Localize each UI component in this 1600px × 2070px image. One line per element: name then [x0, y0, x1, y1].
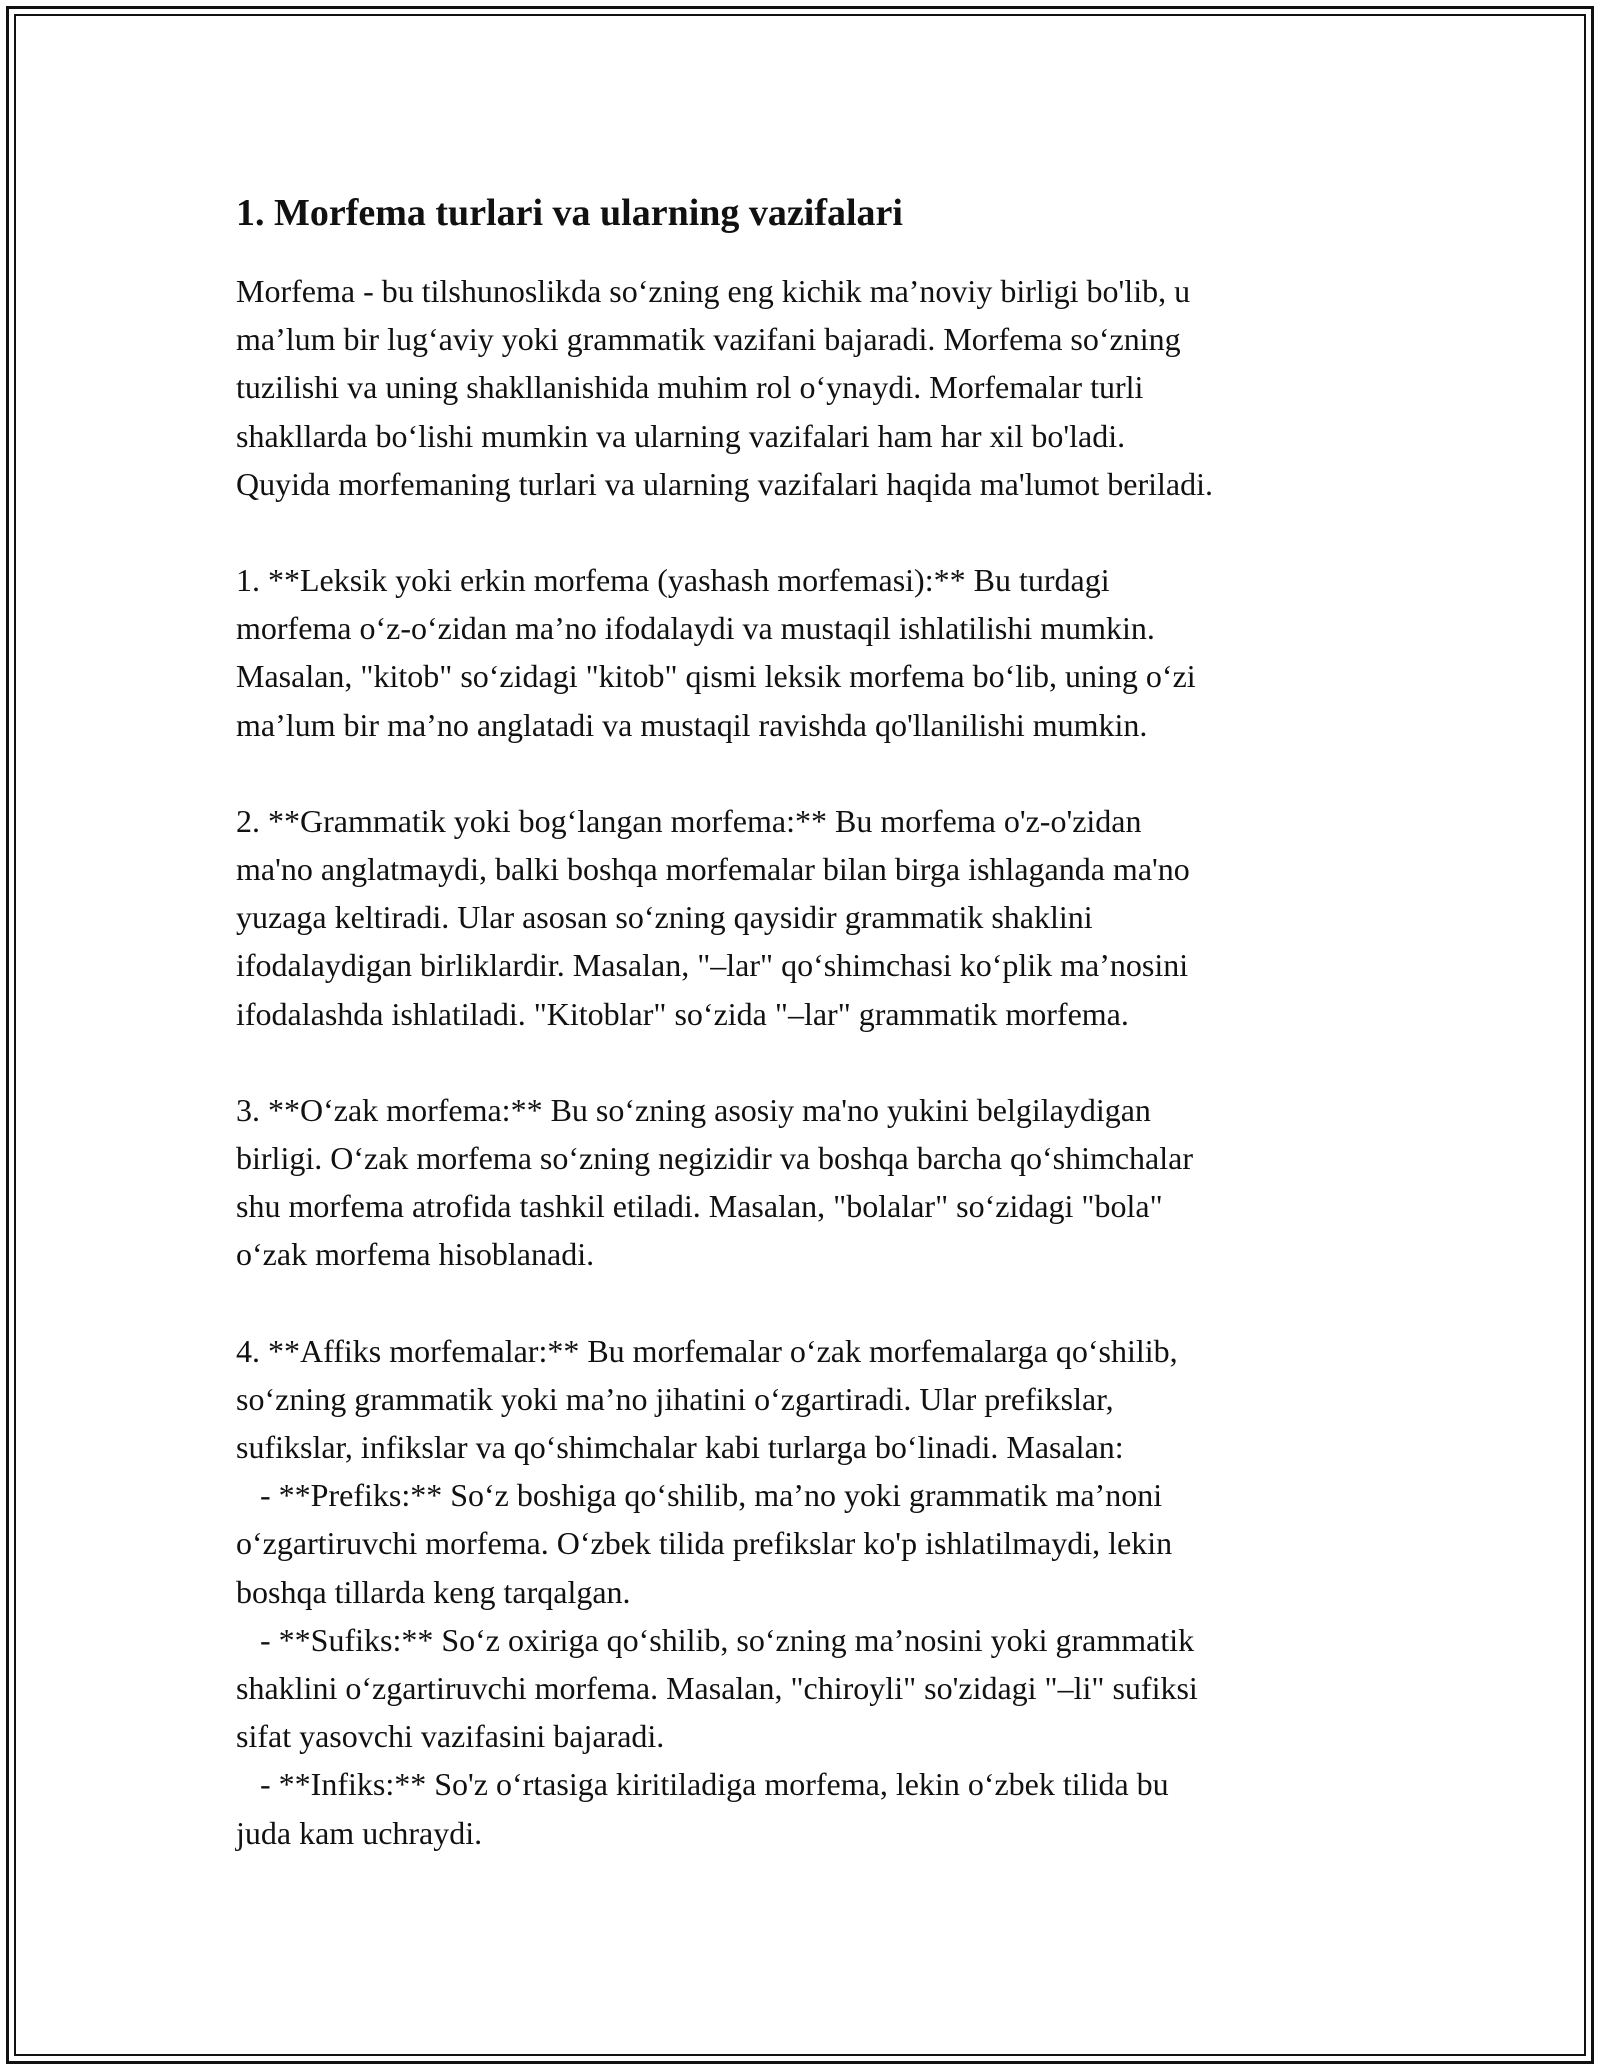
document-title: 1. Morfema turlari va ularning vazifalari	[236, 192, 903, 234]
text-line: shu morfema atrofida tashkil etiladi. Masalan, "bolalar" so‘zidagi "bola"	[236, 1188, 1163, 1225]
text-line: so‘zning grammatik yoki ma’no jihatini o‘zgartiradi. Ular prefikslar,	[236, 1380, 1114, 1417]
text-line: Morfema - bu tilshunoslikda so‘zning eng kichik ma’noviy birligi bo'lib, u	[236, 273, 1191, 309]
text-line: ma'no anglatmaydi, balki boshqa morfemalar bilan birga ishlaganda ma'no	[236, 851, 1190, 888]
text-line: sufikslar, infikslar va qo‘shimchalar kabi turlarga bo‘linadi. Masalan:	[236, 1429, 1124, 1466]
paragraph-item-2	[236, 797, 1386, 1038]
list-subitem-prefiks: - **Prefiks:** So‘z boshiga qo‘shilib, ma’no yoki grammatik ma’noni	[236, 1477, 1163, 1514]
paragraph-item-3	[236, 1086, 1386, 1279]
text-line: Masalan, "kitob" so‘zidagi "kitob" qismi leksik morfema bo‘lib, uning o‘zi	[236, 658, 1196, 695]
paragraph-item-1	[236, 556, 1386, 749]
text-line: Quyida morfemaning turlari va ularning vazifalari haqida ma'lumot beriladi.	[236, 465, 1213, 502]
document-body	[236, 182, 1386, 1905]
text-line: tuzilishi va uning shakllanishida muhim rol o‘ynaydi. Morfemalar turli	[236, 369, 1144, 406]
text-line: ifodalaydigan birliklardir. Masalan, "–lar" qo‘shimchasi ko‘plik ma’nosini	[236, 947, 1189, 984]
text-line: ifodalashda ishlatiladi. "Kitoblar" so‘zida "–lar" grammatik morfema.	[236, 995, 1129, 1032]
text-line: 1. **Leksik yoki erkin morfema (yashash morfemasi):** Bu turdagi	[236, 562, 1110, 599]
paragraph-intro	[236, 267, 1386, 508]
text-line: shaklini o‘zgartiruvchi morfema. Masalan, "chiroyli" so'zidagi "–li" sufiksi	[236, 1670, 1198, 1707]
text-line: yuzaga keltiradi. Ular asosan so‘zning qaysidir grammatik shaklini	[236, 899, 1093, 936]
text-line: o‘zak morfema hisoblanadi.	[236, 1236, 595, 1273]
text-line: juda kam uchraydi.	[236, 1814, 483, 1851]
text-line: 3. **O‘zak morfema:** Bu so‘zning asosiy ma'no yukini belgilaydigan	[236, 1091, 1151, 1128]
text-line: ma’lum bir lug‘aviy yoki grammatik vazifani bajaradi. Morfema so‘zning	[236, 321, 1181, 358]
text-line: 2. **Grammatik yoki bog‘langan morfema:** Bu morfema o'z-o'zidan	[236, 802, 1142, 839]
text-line: sifat yasovchi vazifasini bajaradi.	[236, 1718, 665, 1755]
text-line: birligi. O‘zak morfema so‘zning negizidir va boshqa barcha qo‘shimchalar	[236, 1140, 1193, 1177]
text-line: ma’lum bir ma’no anglatadi va mustaqil ravishda qo'llanilishi mumkin.	[236, 706, 1148, 743]
text-line: o‘zgartiruvchi morfema. O‘zbek tilida prefikslar ko'p ishlatilmaydi, lekin	[236, 1525, 1173, 1562]
text-line: morfema o‘z-o‘zidan ma’no ifodalaydi va mustaqil ishlatilishi mumkin.	[236, 610, 1155, 647]
text-line: shakllarda bo‘lishi mumkin va ularning vazifalari ham har xil bo'ladi.	[236, 417, 1126, 454]
text-line: boshqa tillarda keng tarqalgan.	[236, 1573, 631, 1610]
list-subitem-sufiks: - **Sufiks:** So‘z oxiriga qo‘shilib, so‘zning ma’nosini yoki grammatik	[236, 1621, 1195, 1658]
text-line: 4. **Affiks morfemalar:** Bu morfemalar o‘zak morfemalarga qo‘shilib,	[236, 1332, 1178, 1369]
paragraph-item-4	[236, 1327, 1386, 1857]
list-subitem-infiks: - **Infiks:** So'z o‘rtasiga kiritiladiga morfema, lekin o‘zbek tilida bu	[236, 1766, 1169, 1803]
